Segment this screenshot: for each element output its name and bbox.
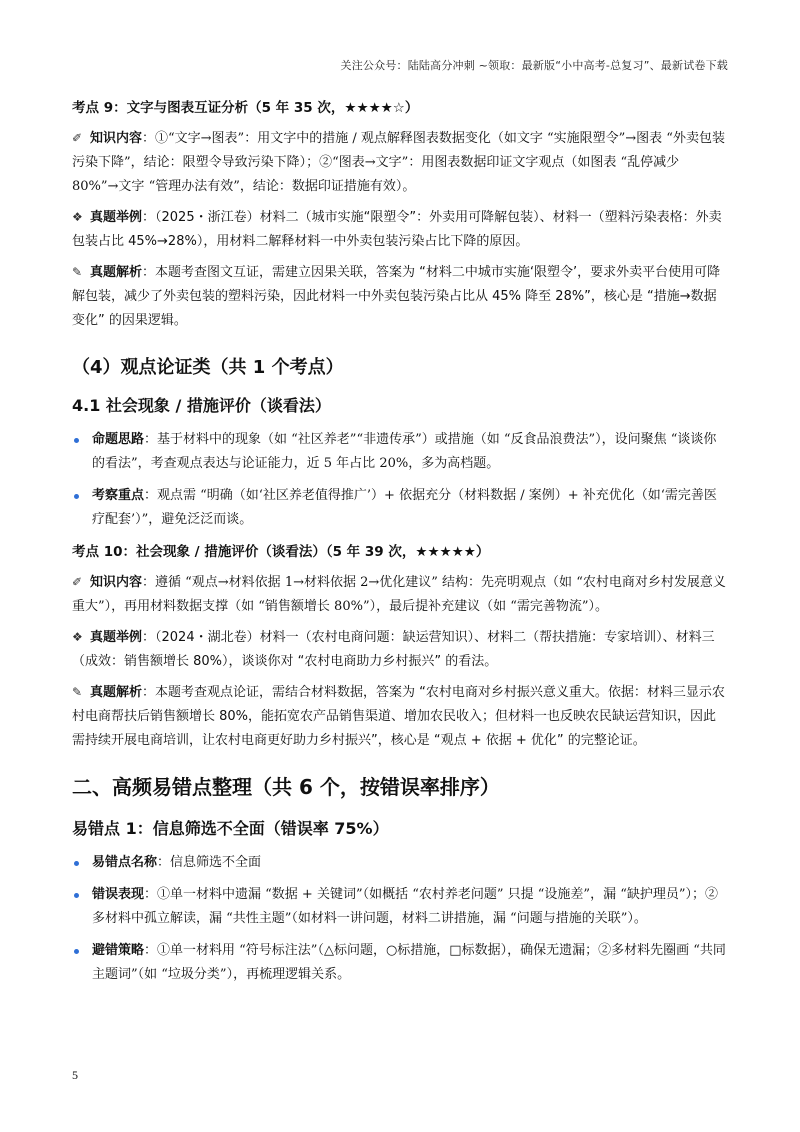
kp10-analysis [72, 680, 728, 753]
bullet-label: 考察重点 [92, 488, 145, 503]
blue-dot-icon [74, 893, 79, 898]
list-item [72, 939, 728, 987]
blue-dot-icon [74, 949, 79, 954]
kp10-example-label: 真题举例 [90, 630, 143, 645]
kp9-analysis [72, 260, 728, 333]
section2-title: 二、高频易错点整理（共 6 个，按错误率排序） [72, 775, 500, 799]
kp9-knowledge [72, 126, 728, 199]
bullet-label: 错误表现 [92, 887, 145, 902]
diamond-icon: ❖ [72, 210, 83, 224]
blue-dot-icon [74, 438, 79, 443]
section4-bullets [72, 428, 728, 532]
kp10-knowledge-text: ：遵循 “观点→材料依据 1→材料依据 2→优化建议” 结构：先亮明观点（如 “农村电商对乡村发展意义重大”），再用材料数据支撑（如 “销售额增长 80%”），最后提补充建议（如 “需完善物流”）。 [72, 575, 726, 614]
kp10-title: 考点 10：社会现象 / 措施评价（谈看法）（5 年 39 次，★★★★★） [72, 544, 490, 560]
pencil-icon: ✐ [72, 131, 83, 145]
pencil-icon: ✐ [72, 575, 83, 589]
bullet-label: 命题思路 [92, 432, 145, 447]
err1-bullets [72, 851, 728, 987]
pen-icon: ✎ [72, 265, 83, 279]
pen-icon: ✎ [72, 685, 83, 699]
list-item [72, 428, 728, 476]
section4-1-title: 4.1 社会现象 / 措施评价（谈看法） [72, 396, 331, 415]
kp10-example [72, 625, 728, 674]
kp10-knowledge-label: 知识内容 [90, 575, 143, 590]
bullet-text: ：基于材料中的现象（如 “社区养老”“非遗传承”）或措施（如 “反食品浪费法”），设问聚焦 “谈谈你的看法”，考查观点表达与论证能力，近 5 年占比 20%，多为高档题。 [92, 432, 717, 471]
list-item [72, 883, 728, 931]
bullet-text: ：①单一材料用 “符号标注法”（△标问题，○标措施，□标数据），确保无遗漏；②多材料先圈画 “共同主题词”（如 “垃圾分类”），再梳理逻辑关系。 [92, 943, 726, 982]
kp9-example-label: 真题举例 [90, 210, 143, 225]
diamond-icon: ❖ [72, 630, 83, 644]
kp10-example-text: ：（2024・湖北卷）材料一（农村电商问题：缺运营知识）、材料二（帮扶措施：专家培训）、材料三（成效：销售额增长 80%），谈谈你对 “农村电商助力乡村振兴” 的看法。 [72, 630, 715, 669]
page-header: 关注公众号：陆陆高分冲刺 ~领取：最新版“小中高考-总复习”、最新试卷下载 [340, 59, 728, 72]
list-item [72, 484, 728, 532]
bullet-label: 避错策略 [92, 943, 145, 958]
kp9-analysis-label: 真题解析 [90, 265, 143, 280]
err1-title: 易错点 1：信息筛选不全面（错误率 75%） [72, 819, 389, 838]
page-content [72, 96, 728, 995]
kp9-example-text: ：（2025・浙江卷）材料二（城市实施“限塑令”：外卖用可降解包装）、材料一（塑料污染表格：外卖包装占比 45%→28%），用材料二解释材料一中外卖包装污染占比下降的原因。 [72, 210, 722, 249]
list-item [72, 851, 728, 875]
blue-dot-icon [74, 861, 79, 866]
kp9-title: 考点 9：文字与图表互证分析（5 年 35 次，★★★★☆） [72, 100, 419, 116]
kp10-analysis-text: ：本题考查观点论证，需结合材料数据，答案为 “农村电商对乡村振兴意义重大。依据：材料三显示农村电商帮扶后销售额增长 80%，能拓宽农产品销售渠道、增加农民收入；但材料一也反映农民缺运营知识，因此需持续开展电商培训，让农村电商更好助力乡村振兴”，核心是 “观点 + 依据 + 优化” 的完整论证。 [72, 685, 725, 748]
kp9-knowledge-label: 知识内容 [90, 131, 143, 146]
bullet-text: ：信息筛选不全面 [157, 855, 262, 870]
blue-dot-icon [74, 494, 79, 499]
kp9-knowledge-text: ：①“文字→图表”：用文字中的措施 / 观点解释图表数据变化（如文字 “实施限塑令”→图表 “外卖包装污染下降”，结论：限塑令导致污染下降）；②“图表→文字”：用图表数据印证文字观点（如图表 “乱停减少 80%”→文字 “管理办法有效”，结论：数据印证措施有效）。 [72, 131, 725, 194]
kp10-analysis-label: 真题解析 [90, 685, 143, 700]
kp9-example [72, 205, 728, 254]
kp9-analysis-text: ：本题考查图文互证，需建立因果关联，答案为 “材料二中城市实施‘限塑令’，要求外卖平台使用可降解包装，减少了外卖包装的塑料污染，因此材料一中外卖包装污染占比从 45% 降至 28%”，核心是 “措施→数据变化” 的因果逻辑。 [72, 265, 721, 328]
kp10-knowledge [72, 570, 728, 619]
page-number: 5 [72, 1068, 78, 1082]
bullet-text: ：观点需 “明确（如‘社区养老值得推广’）+ 依据充分（材料数据 / 案例）+ 补充优化（如‘需完善医疗配套’）”，避免泛泛而谈。 [92, 488, 717, 527]
bullet-text: ：①单一材料中遗漏 “数据 + 关键词”（如概括 “农村养老问题” 只提 “设施差”，漏 “缺护理员”）；②多材料中孤立解读，漏 “共性主题”（如材料一讲问题，材料二讲措施，漏 “问题与措施的关联”）。 [92, 887, 719, 926]
bullet-label: 易错点名称 [92, 855, 158, 870]
section4-title: （4）观点论证类（共 1 个考点） [72, 357, 344, 378]
